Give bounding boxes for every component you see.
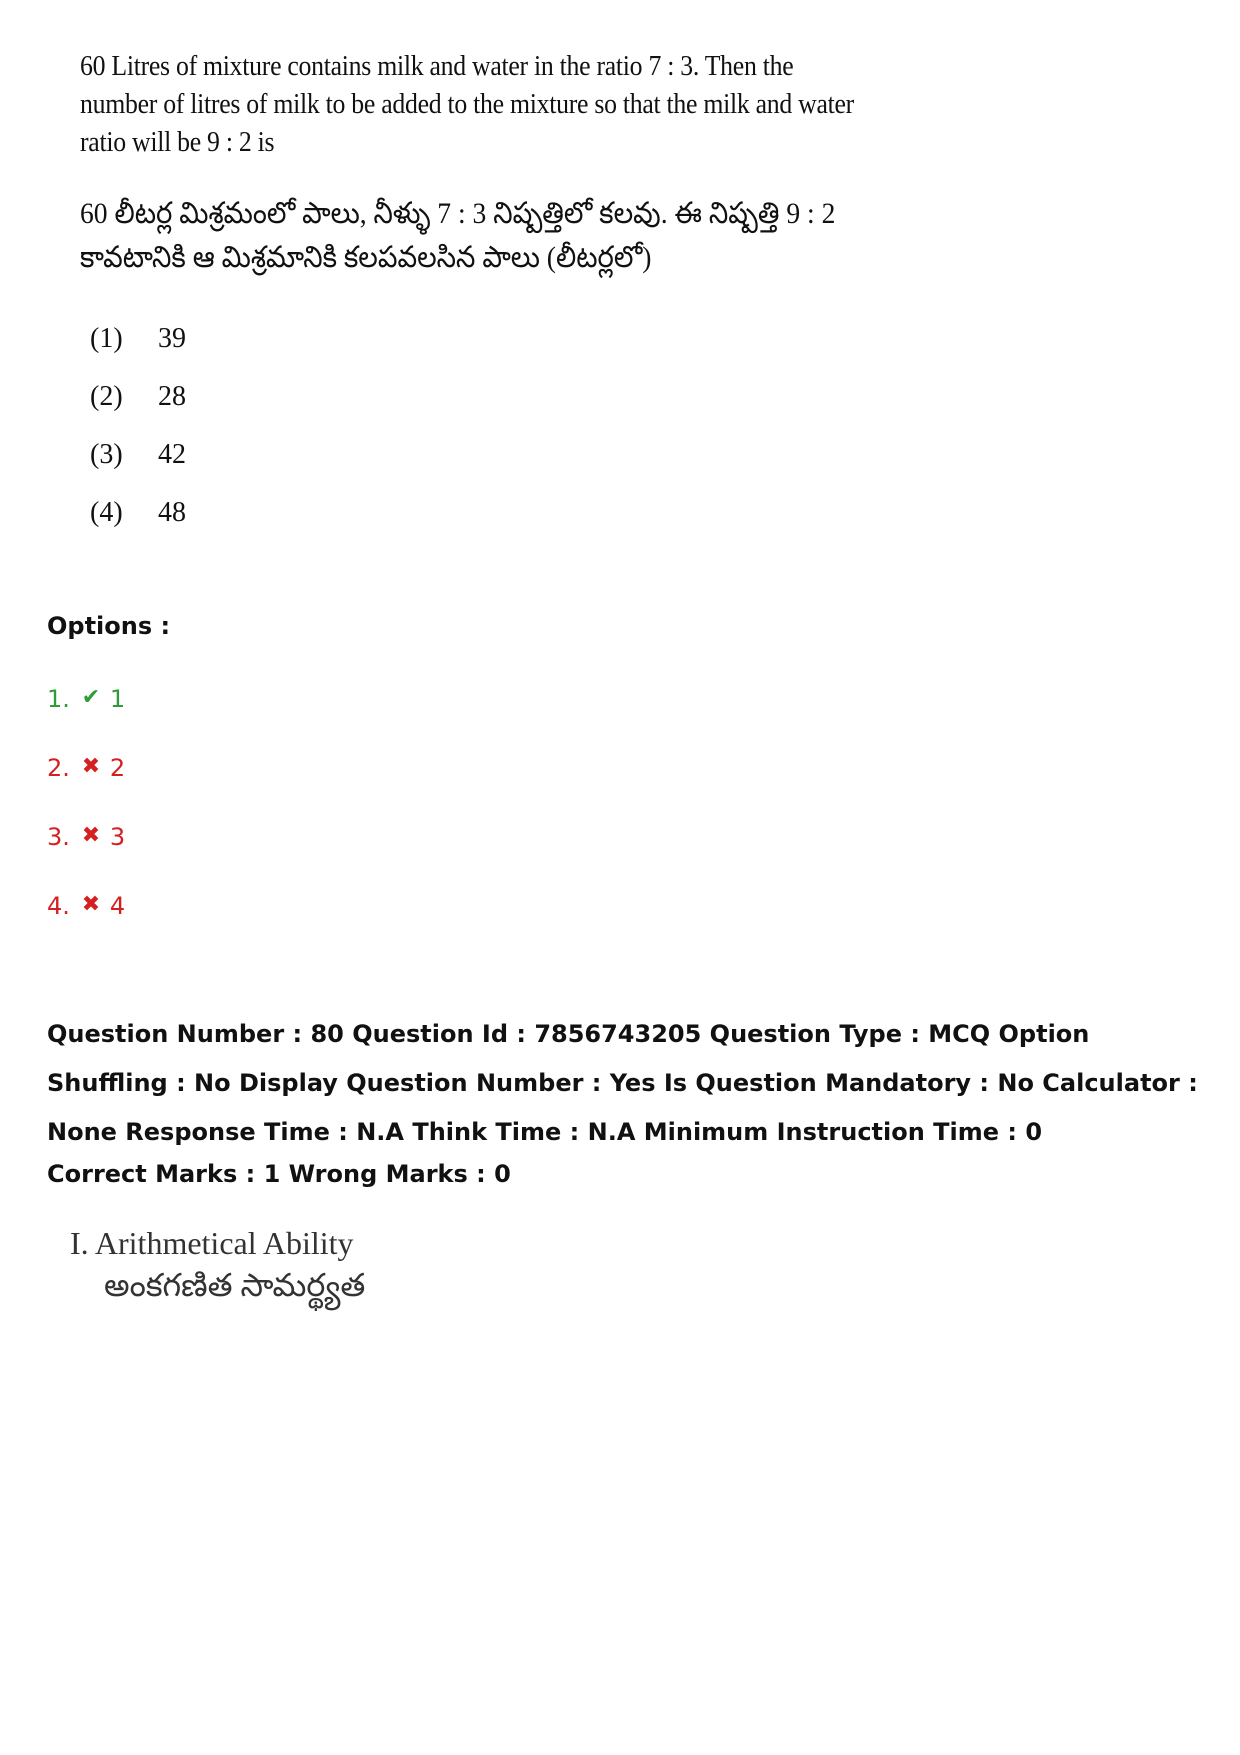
cross-icon: ✖ [81,754,101,779]
section-title-english: I. Arithmetical Ability [70,1225,354,1261]
choice-value: 28 [158,381,186,412]
choice-value: 48 [158,497,186,528]
choice-number: (4) [90,497,123,528]
choice-value: 42 [158,439,186,470]
option-value: 2 [109,754,126,782]
cross-icon: ✖ [81,823,101,848]
section-title-telugu: అంకగణిత సామర్థ్యత [104,1267,366,1303]
option-value: 4 [109,892,126,920]
choice-number: (3) [90,439,123,470]
option-prefix: 1. [47,685,70,713]
choice-item [90,368,880,426]
cross-icon: ✖ [81,892,101,917]
choice-item [90,426,880,484]
question-text-english: 60 Litres of mixture contains milk and water in the ratio 7 : 3. Then the number of litres of milk to be added to the mixture so that the milk and water ratio will be 9 : 2 is [80,51,854,158]
option-item [47,823,125,892]
question-metadata: Question Number : 80 Question Id : 7856743205 Question Type : MCQ Option Shuffling : No Display Question Number : Yes Is Question Mandatory : No Calculator : None Response Time : N.A Think Time : N.A Minimum Instruction Time : 0 [47,1020,1198,1146]
check-icon: ✔ [81,685,101,710]
question-choices [90,310,880,542]
option-item [47,892,125,961]
option-prefix: 4. [47,892,70,920]
marks-info: Correct Marks : 1 Wrong Marks : 0 [47,1160,511,1188]
question-image [80,48,880,542]
option-value: 1 [109,685,126,713]
choice-item [90,484,880,542]
choice-item [90,310,880,368]
option-item [47,685,125,754]
option-value: 3 [109,823,126,851]
option-item [47,754,125,823]
option-prefix: 2. [47,754,70,782]
choice-number: (1) [90,323,123,354]
option-prefix: 3. [47,823,70,851]
options-heading: Options : [47,612,171,640]
choice-value: 39 [158,323,186,354]
section-header-image [70,1222,365,1306]
options-list [47,685,125,961]
choice-number: (2) [90,381,123,412]
question-text-telugu: 60 లీటర్ల మిశ్రమంలో పాలు, నీళ్ళు 7 : 3 నిష్పత్తిలో కలవు. ఈ నిష్పత్తి 9 : 2 కావటానికి ఆ మిశ్రమానికి కలపవలసిన పాలు (లీటర్లలో) [80,197,836,274]
